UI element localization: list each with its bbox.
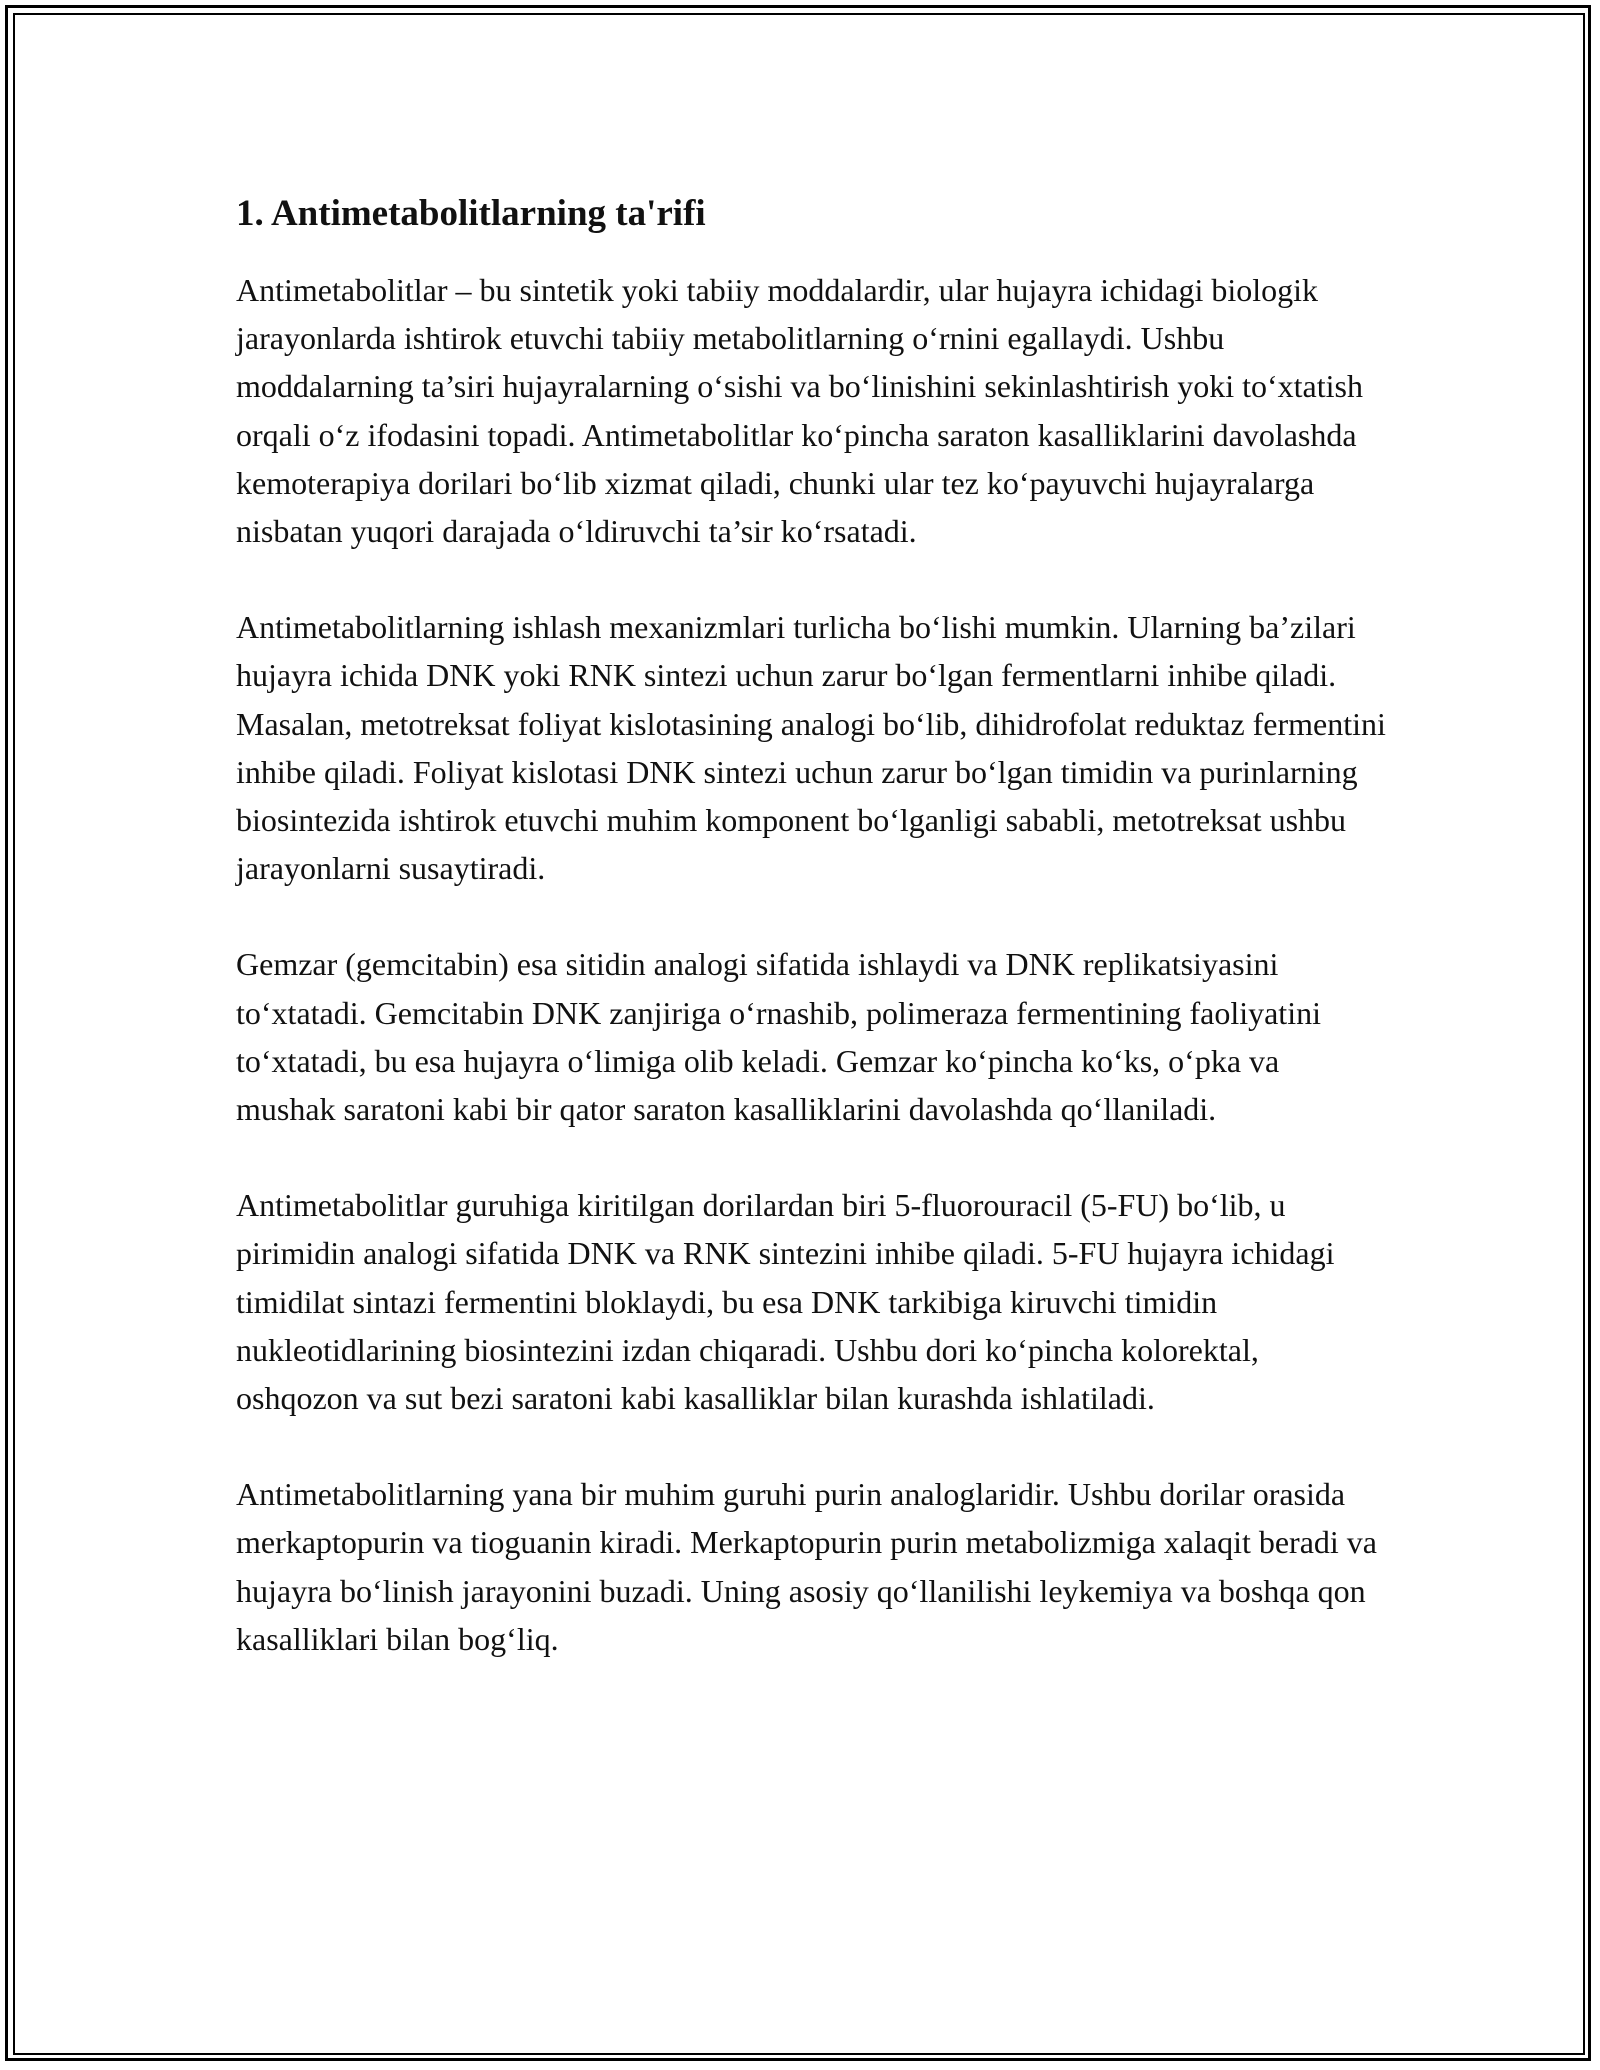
paragraph-fluorouracil: Antimetabolitlar guruhiga kiritilgan dorilardan biri 5-fluorouracil (5-FU) bo‘lib, u pirimidin analogi sifatida DNK va RNK sintezini inhibe qiladi. 5-FU hujayra ichidagi timidilat sintazi fermentini bloklaydi, bu esa DNK tarkibiga kiruvchi timidin nukleotidlarining biosintezini izdan chiqaradi. Ushbu dori ko‘pincha kolorektal, oshqozon va sut bezi saratoni kabi kasalliklar bilan kurashda ishlatiladi. [236, 1187, 1335, 1417]
section-heading: 1. Antimetabolitlarning ta'rifi [236, 193, 706, 234]
paragraph-mechanisms: Antimetabolitlarning ishlash mexanizmlari turlicha bo‘lishi mumkin. Ularning ba’zilari hujayra ichida DNK yoki RNK sintezi uchun zarur bo‘lgan fermentlarni inhibe qiladi. Masalan, metotreksat foliyat kislotasining analogi bo‘lib, dihidrofolat reduktaz fermentini inhibe qiladi. Foliyat kislotasi DNK sintezi uchun zarur bo‘lgan timidin va purinlarning biosintezida ishtirok etuvchi muhim komponent bo‘lganligi sababli, metotreksat ushbu jarayonlarni susaytiradi. [236, 609, 1386, 887]
document-body [236, 182, 1386, 1663]
paragraph-gemzar: Gemzar (gemcitabin) esa sitidin analogi sifatida ishlaydi va DNK replikatsiyasini to‘xtatadi. Gemcitabin DNK zanjiriga o‘rnashib, polimeraza fermentining faoliyatini to‘xtatadi, bu esa hujayra o‘limiga olib keladi. Gemzar ko‘pincha ko‘ks, o‘pka va mushak saratoni kabi bir qator saraton kasalliklarini davolashda qo‘llaniladi. [236, 946, 1321, 1128]
paragraph-definition: Antimetabolitlar – bu sintetik yoki tabiiy moddalardir, ular hujayra ichidagi biologik jarayonlarda ishtirok etuvchi tabiiy metabolitlarning o‘rnini egallaydi. Ushbu moddalarning ta’siri hujayralarning o‘sishi va bo‘linishini sekinlashtirish yoki to‘xtatish orqali o‘z ifodasini topadi. Antimetabolitlar ko‘pincha saraton kasalliklarini davolashda kemoterapiya dorilari bo‘lib xizmat qiladi, chunki ular tez ko‘payuvchi hujayralarga nisbatan yuqori darajada o‘ldiruvchi ta’sir ko‘rsatadi. [236, 272, 1363, 550]
paragraph-purine-analogs: Antimetabolitlarning yana bir muhim guruhi purin analoglaridir. Ushbu dorilar orasida merkaptopurin va tioguanin kiradi. Merkaptopurin purin metabolizmiga xalaqit beradi va hujayra bo‘linish jarayonini buzadi. Uning asosiy qo‘llanilishi leykemiya va boshqa qon kasalliklari bilan bog‘liq. [236, 1476, 1377, 1657]
